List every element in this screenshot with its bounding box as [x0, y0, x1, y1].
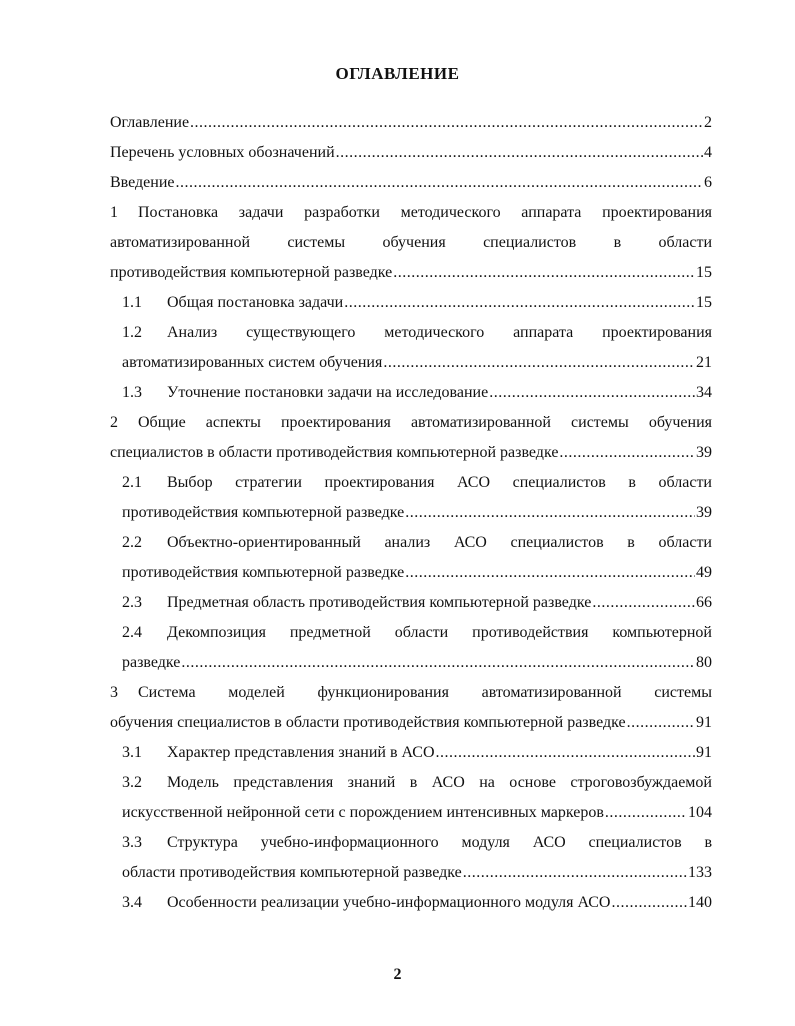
toc-entry-line [110, 678, 712, 708]
toc-entry-line [110, 768, 712, 798]
toc-section-3-1[interactable] [110, 738, 712, 768]
toc-entry[interactable] [110, 168, 712, 198]
toc-entry-title: Перечень условных обозначений [110, 144, 335, 161]
toc-entry-line [110, 408, 712, 438]
toc-entry-line [110, 828, 712, 858]
toc-entry-last-line [110, 438, 712, 468]
dot-leader [176, 168, 704, 198]
toc-chapter-3[interactable] [110, 678, 712, 738]
toc-entry-line [110, 228, 712, 258]
toc-entry-number: 1 [110, 204, 118, 221]
toc-entry-number: 2.3 [122, 594, 142, 611]
toc-entry-page: 6 [704, 174, 712, 191]
toc-entry-page: 15 [696, 264, 712, 281]
toc-entry-text: Объектно-ориентированный анализ АСО специалистов в области [167, 534, 712, 551]
dot-leader [190, 108, 703, 138]
dot-leader [405, 558, 695, 588]
toc-entry-page: 104 [688, 804, 712, 821]
toc-entry-title: 2.3 Предметная область противодействия компьютерной разведке [122, 588, 591, 618]
dot-leader [344, 288, 695, 318]
dot-leader [605, 798, 687, 828]
dot-leader [393, 258, 695, 288]
dot-leader [559, 438, 695, 468]
table-of-contents [110, 108, 712, 918]
toc-entry-page: 91 [696, 714, 712, 731]
toc-entry-page: 49 [696, 564, 712, 581]
toc-entry-title: 3.4 Особенности реализации учебно-информационного модуля АСО [122, 888, 610, 918]
toc-entry-title: разведке [122, 654, 181, 671]
toc-entry-page: 2 [704, 114, 712, 131]
toc-entry-text: Выбор стратегии проектирования АСО специалистов в области [167, 474, 712, 491]
toc-entry-line [110, 528, 712, 558]
dot-leader [463, 858, 687, 888]
page-title: ОГЛАВЛЕНИЕ [335, 64, 460, 83]
toc-section-1-1[interactable] [110, 288, 712, 318]
toc-entry-title: специалистов в области противодействия компьютерной разведке [110, 444, 559, 461]
toc-section-2-4[interactable] [110, 618, 712, 678]
toc-entry-page: 34 [696, 384, 712, 401]
toc-section-3-2[interactable] [110, 768, 712, 828]
toc-entry-line [110, 618, 712, 648]
toc-section-2-1[interactable] [110, 468, 712, 528]
toc-entry-number: 3.1 [122, 744, 142, 761]
toc-entry-page: 39 [696, 504, 712, 521]
toc-entry-number: 1.2 [122, 324, 142, 341]
toc-section-2-2[interactable] [110, 528, 712, 588]
toc-entry-title: Введение [110, 174, 175, 191]
dot-leader [436, 738, 695, 768]
toc-entry-text: Постановка задачи разработки методического аппарата проектирования [138, 204, 712, 221]
toc-entry-number: 3.2 [122, 774, 142, 791]
toc-entry-text: автоматизированной системы обучения специалистов в области [110, 234, 712, 251]
dot-leader [405, 498, 695, 528]
toc-entry-number: 2.1 [122, 474, 142, 491]
toc-entry-number: 2.2 [122, 534, 142, 551]
toc-entry-title: искусственной нейронной сети с порождением интенсивных маркеров [122, 804, 604, 821]
toc-entry-title: обучения специалистов в области противодействия компьютерной разведке [110, 714, 626, 731]
toc-entry-title: области противодействия компьютерной разведке [122, 864, 462, 881]
toc-entry-page: 133 [688, 864, 712, 881]
dot-leader [181, 648, 695, 678]
toc-entry[interactable] [110, 138, 712, 168]
toc-entry-text: Анализ существующего методического аппарата проектирования [167, 324, 712, 341]
toc-entry-page: 66 [696, 594, 712, 611]
dot-leader [489, 378, 695, 408]
toc-entry-line [110, 318, 712, 348]
toc-section-3-3[interactable] [110, 828, 712, 888]
toc-entry-text: Модель представления знаний в АСО на основе строговозбуждаемой [167, 774, 712, 791]
dot-leader [592, 588, 695, 618]
toc-entry-last-line [110, 708, 712, 738]
dot-leader [383, 348, 695, 378]
toc-entry-number: 2 [110, 414, 118, 431]
toc-entry-line [110, 468, 712, 498]
toc-entry-last-line [110, 858, 712, 888]
toc-section-2-3[interactable] [110, 588, 712, 618]
toc-entry-title: противодействия компьютерной разведке [122, 564, 405, 581]
toc-entry-last-line [110, 648, 712, 678]
toc-entry-number: 1.1 [122, 294, 142, 311]
toc-chapter-2[interactable] [110, 408, 712, 468]
toc-entry-last-line [110, 798, 712, 828]
toc-entry[interactable] [110, 108, 712, 138]
toc-entry-text: Система моделей функционирования автоматизированной системы [138, 684, 712, 701]
toc-entry-title: 1.1 Общая постановка задачи [122, 288, 343, 318]
toc-chapter-1[interactable] [110, 198, 712, 288]
toc-entry-line [110, 198, 712, 228]
toc-entry-text: Декомпозиция предметной области противодействия компьютерной [167, 624, 712, 641]
toc-entry-text: Общие аспекты проектирования автоматизированной системы обучения [138, 414, 712, 431]
toc-section-3-4[interactable] [110, 888, 712, 918]
page-number: 2 [393, 966, 402, 983]
toc-entry-last-line [110, 558, 712, 588]
dot-leader [336, 138, 703, 168]
toc-entry-page: 4 [704, 144, 712, 161]
toc-entry-last-line [110, 498, 712, 528]
toc-entry-page: 80 [696, 654, 712, 671]
toc-entry-number: 2.4 [122, 624, 142, 641]
dot-leader [627, 708, 695, 738]
toc-entry-last-line [110, 348, 712, 378]
toc-entry-last-line [110, 258, 712, 288]
toc-entry-number: 3 [110, 684, 118, 701]
toc-entry-page: 39 [696, 444, 712, 461]
toc-section-1-3[interactable] [110, 378, 712, 408]
toc-entry-title: Оглавление [110, 114, 190, 131]
toc-entry-number: 3.3 [122, 834, 142, 851]
toc-entry-title: противодействия компьютерной разведке [122, 504, 405, 521]
toc-entry-title: противодействия компьютерной разведке [110, 264, 393, 281]
toc-entry-number: 3.4 [122, 894, 142, 911]
toc-entry-page: 91 [696, 744, 712, 761]
toc-entry-title: 3.1 Характер представления знаний в АСО [122, 738, 435, 768]
toc-entry-page: 140 [688, 894, 712, 911]
dot-leader [611, 888, 687, 918]
toc-section-1-2[interactable] [110, 318, 712, 378]
toc-entry-text: Структура учебно-информационного модуля АСО специалистов в [167, 834, 712, 851]
toc-entry-page: 15 [696, 294, 712, 311]
toc-entry-page: 21 [696, 354, 712, 371]
toc-entry-title: 1.3 Уточнение постановки задачи на исследование [122, 378, 488, 408]
toc-entry-title: автоматизированных систем обучения [122, 354, 383, 371]
toc-entry-number: 1.3 [122, 384, 142, 401]
